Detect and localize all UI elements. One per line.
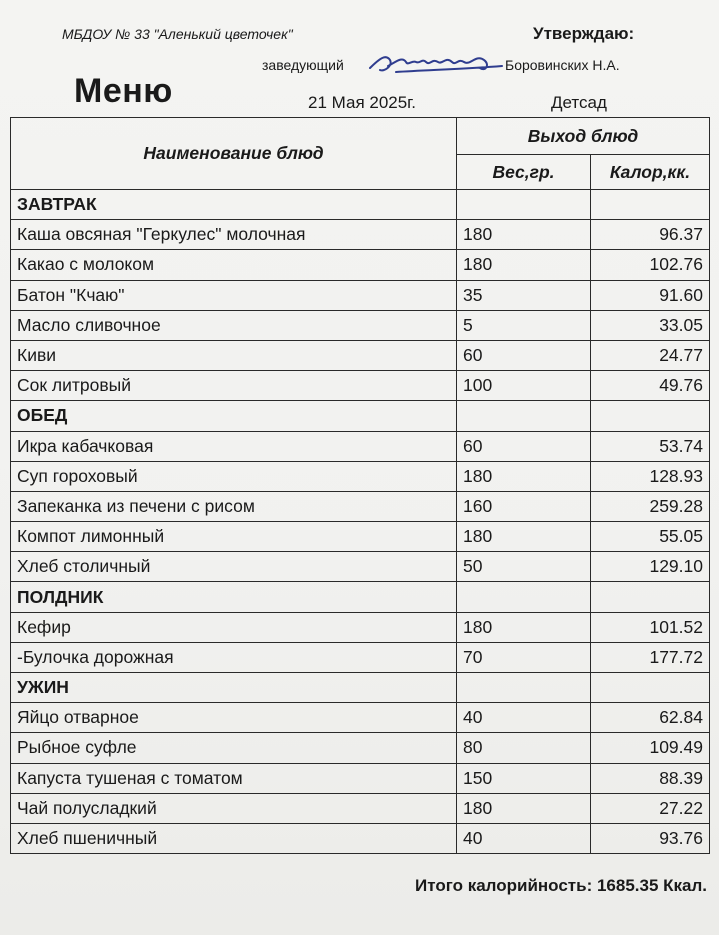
dish-name: Масло сливочное [11,310,457,340]
dish-calories: 177.72 [591,642,710,672]
dish-name: Яйцо отварное [11,703,457,733]
dish-calories: 91.60 [591,280,710,310]
dish-weight: 100 [457,371,591,401]
page-title: Меню [74,72,173,110]
total-calories: Итого калорийность: 1685.35 Ккал. [415,876,707,895]
table-row [11,280,710,310]
dish-calories: 128.93 [591,461,710,491]
dish-name: Капуста тушеная с томатом [11,763,457,793]
section-row [11,582,710,612]
table-row [11,703,710,733]
dish-name: Чай полусладкий [11,793,457,823]
menu-table [10,117,710,854]
dish-name: Сок литровый [11,371,457,401]
dish-name: -Булочка дорожная [11,642,457,672]
table-row [11,250,710,280]
dish-weight: 50 [457,552,591,582]
dish-weight: 180 [457,220,591,250]
dish-calories: 102.76 [591,250,710,280]
section-title: ПОЛДНИК [11,582,457,612]
dish-weight: 70 [457,642,591,672]
table-row [11,310,710,340]
table-row [11,733,710,763]
empty-cell [457,673,591,703]
dish-calories: 93.76 [591,823,710,853]
dish-name: Икра кабачковая [11,431,457,461]
table-row [11,552,710,582]
empty-cell [457,190,591,220]
section-title: ЗАВТРАК [11,190,457,220]
dish-name: Какао с молоком [11,250,457,280]
head-name: Боровинских Н.А. [505,57,620,73]
dish-calories: 109.49 [591,733,710,763]
empty-cell [591,190,710,220]
column-header-name: Наименование блюд [11,118,457,190]
section-row [11,190,710,220]
dish-calories: 27.22 [591,793,710,823]
head-label: заведующий [262,57,344,73]
column-header-calories: Калор,кк. [591,155,710,190]
dish-weight: 35 [457,280,591,310]
table-row [11,642,710,672]
empty-cell [591,673,710,703]
empty-cell [457,582,591,612]
dish-weight: 80 [457,733,591,763]
dish-calories: 33.05 [591,310,710,340]
dish-name: Хлеб пшеничный [11,823,457,853]
empty-cell [457,401,591,431]
section-row [11,673,710,703]
dish-name: Компот лимонный [11,522,457,552]
table-header-row [11,118,710,155]
dish-weight: 40 [457,703,591,733]
table-row [11,491,710,521]
dish-weight: 150 [457,763,591,793]
dish-calories: 49.76 [591,371,710,401]
dish-weight: 180 [457,612,591,642]
table-row [11,220,710,250]
dish-weight: 180 [457,522,591,552]
dish-name: Киви [11,340,457,370]
dish-calories: 96.37 [591,220,710,250]
dish-name: Каша овсяная "Геркулес" молочная [11,220,457,250]
empty-cell [591,582,710,612]
dish-weight: 5 [457,310,591,340]
table-row [11,461,710,491]
table-row [11,431,710,461]
table-row [11,522,710,552]
dish-weight: 180 [457,793,591,823]
dish-calories: 53.74 [591,431,710,461]
dish-name: Батон "Кчаю" [11,280,457,310]
dish-weight: 60 [457,431,591,461]
table-row [11,823,710,853]
dish-name: Рыбное суфле [11,733,457,763]
dish-calories: 24.77 [591,340,710,370]
dish-name: Запеканка из печени с рисом [11,491,457,521]
dish-weight: 60 [457,340,591,370]
dish-name: Суп гороховый [11,461,457,491]
dish-calories: 88.39 [591,763,710,793]
organization-name: МБДОУ № 33 "Аленький цветочек" [62,26,293,42]
dish-calories: 62.84 [591,703,710,733]
dish-calories: 259.28 [591,491,710,521]
table-row [11,340,710,370]
dish-calories: 55.05 [591,522,710,552]
table-row [11,763,710,793]
dish-calories: 101.52 [591,612,710,642]
menu-date: 21 Мая 2025г. [308,93,417,112]
column-header-weight: Вес,гр. [457,155,591,190]
empty-cell [591,401,710,431]
menu-place: Детсад [551,93,607,112]
section-row [11,401,710,431]
dish-weight: 160 [457,491,591,521]
table-row [11,793,710,823]
table-row [11,612,710,642]
section-title: УЖИН [11,673,457,703]
signature-icon [366,46,506,82]
section-title: ОБЕД [11,401,457,431]
dish-name: Хлеб столичный [11,552,457,582]
table-row [11,371,710,401]
dish-weight: 180 [457,250,591,280]
approval-label: Утверждаю: [533,24,635,43]
dish-weight: 40 [457,823,591,853]
dish-name: Кефир [11,612,457,642]
column-header-output: Выход блюд [457,118,710,155]
dish-calories: 129.10 [591,552,710,582]
dish-weight: 180 [457,461,591,491]
